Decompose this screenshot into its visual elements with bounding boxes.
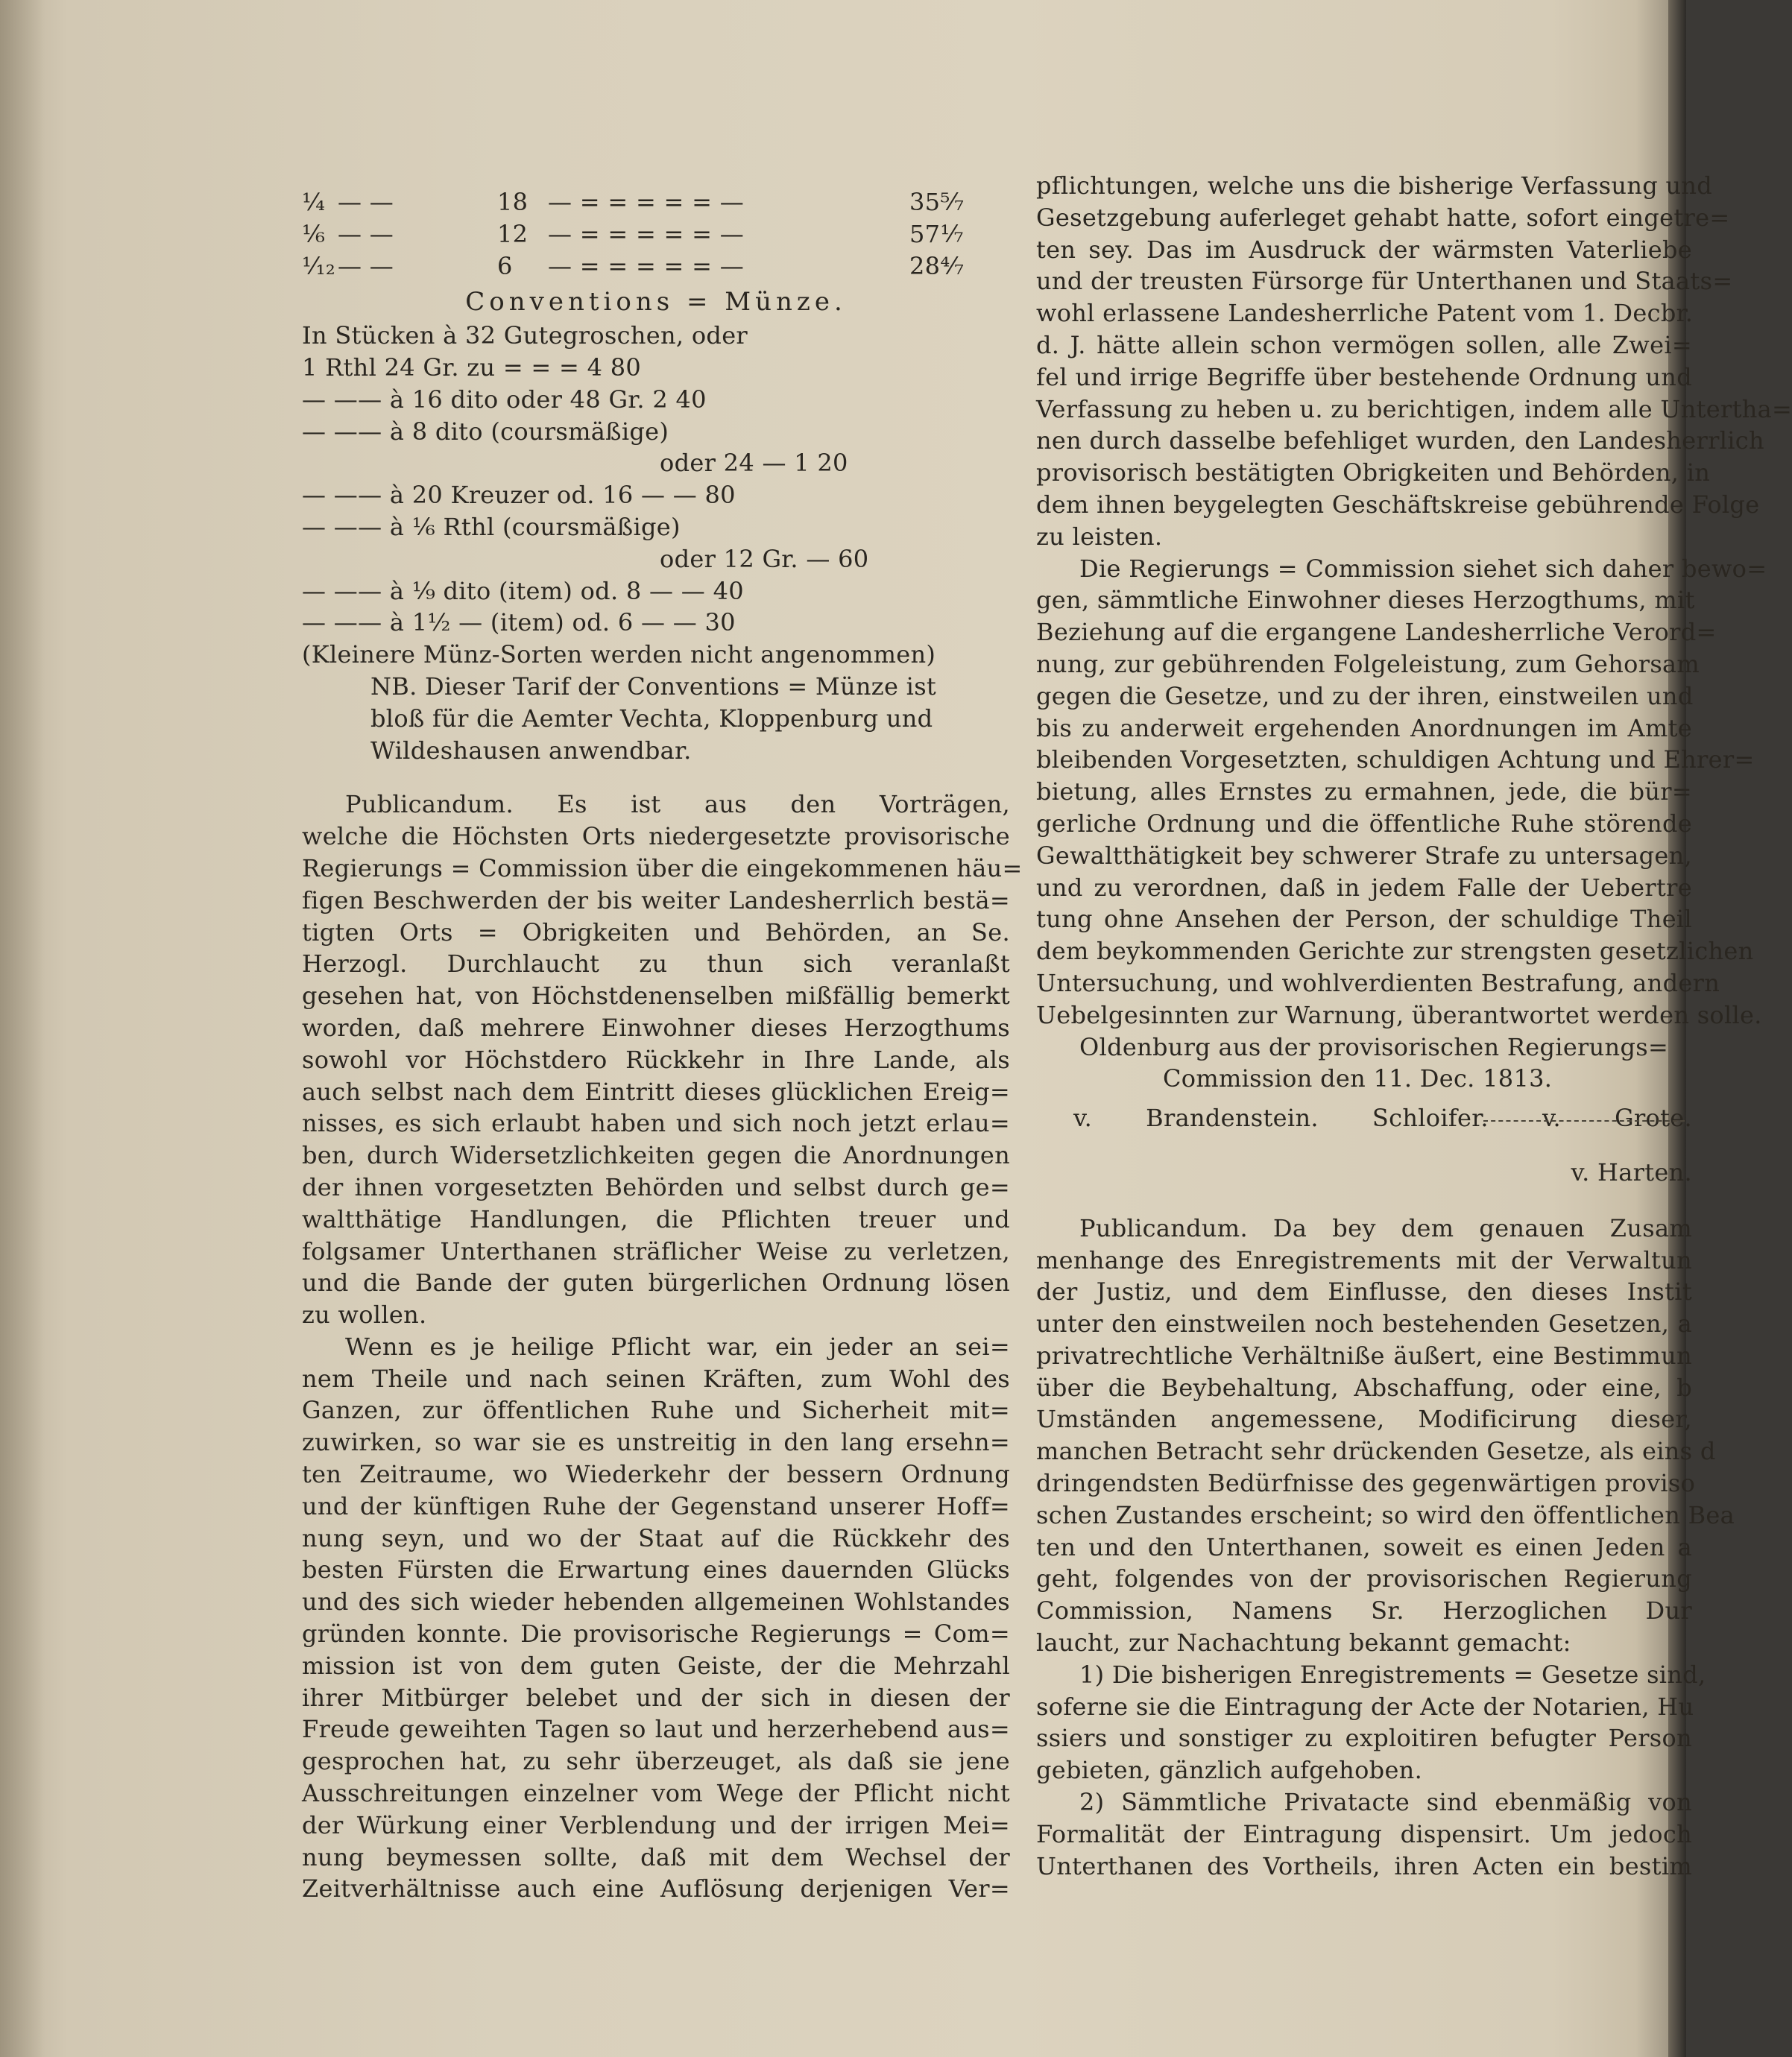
paragraph-line: Die Regierungs = Commission siehet sich daher bewo= (1079, 554, 1767, 583)
fraction-result: 28⁴⁄₇ (909, 251, 965, 280)
paragraph-line: nung, zur gebührenden Folgeleistung, zum Gehorsam (1036, 649, 1700, 678)
publicandum-line: ihrer Mitbürger belebet und der sich in diesen der (302, 1683, 1010, 1712)
paragraph-line: tung ohne Ansehen der Person, der schuldige Theil (1036, 905, 1692, 934)
publicandum-line: Ausschreitungen einzelner vom Wege der Pflicht nicht (302, 1779, 1010, 1808)
continuation-line: fel und irrige Begriffe über bestehende Ordnung und (1036, 362, 1692, 391)
publicandum-line: zuwirken, so war sie es unstreitig in den lang ersehn= (302, 1428, 1010, 1457)
item-line: 1) Die bisherigen Enregistrements = Gesetze sind, (1079, 1660, 1706, 1689)
publicandum-line: der Justiz, und dem Einflusse, den dieses Instit (1036, 1277, 1692, 1306)
tarif-line: oder 24 — 1 20 (660, 449, 848, 478)
publicandum-line: Umständen angemessene, Modificirung dieser, (1036, 1405, 1692, 1434)
publicandum-line: dringendsten Bedürfnisse des gegenwärtigen proviso (1036, 1469, 1696, 1498)
paragraph-line: bleibenden Vorgesetzten, schuldigen Achtung und Ehrer= (1036, 745, 1755, 774)
publicandum-line: und die Bande der guten bürgerlichen Ordnung lösen (302, 1268, 1010, 1298)
publicandum-line: gesprochen hat, zu sehr überzeuget, als daß sie jene (302, 1747, 1010, 1776)
continuation-line: Gesetzgebung auferleget gehabt hatte, sofort eingetre= (1036, 203, 1730, 232)
publicandum-line: Regierungs = Commission über die eingekommenen häu= (302, 853, 1023, 882)
publicandum-line: nung beymessen sollte, daß mit dem Wechsel der (302, 1842, 1010, 1871)
tarif-line: oder 12 Gr. — 60 (660, 544, 869, 573)
publicandum-line: und der künftigen Ruhe der Gegenstand unserer Hoff= (302, 1491, 1010, 1520)
publicandum-line: Wenn es je heilige Pflicht war, ein jeder an sei= (345, 1332, 1010, 1361)
item-line: Formalität der Eintragung dispensirt. Um jedoch (1036, 1819, 1692, 1848)
continuation-line: und der treusten Fürsorge für Unterthanen und Staats= (1036, 267, 1733, 296)
publicandum-line: manchen Betracht sehr drückenden Gesetze, als eins d (1036, 1437, 1716, 1466)
fraction-label: ⅙ (302, 219, 326, 248)
fraction-value: 12 (497, 219, 529, 248)
publicandum-line: gründen konnte. Die provisorische Regierungs = Com= (302, 1620, 1010, 1649)
paragraph-line: dem beykommenden Gerichte zur strengsten gesetzlichen (1036, 937, 1754, 966)
publicandum-line: und des sich wieder hebenden allgemeinen Wohlstandes (302, 1587, 1010, 1617)
publicandum-line: waltthätige Handlungen, die Pflichten treuer und (302, 1204, 1010, 1233)
continuation-line: zu leisten. (1036, 522, 1163, 551)
publicandum-line: Freude geweihten Tagen so laut und herzerhebend aus= (302, 1715, 1010, 1744)
tarif-line: — —— à 8 dito (coursmäßige) (302, 417, 669, 446)
publicandum-line: ten und den Unterthanen, soweit es einen Jeden a (1036, 1532, 1692, 1561)
publicandum-line: nung seyn, und wo der Staat auf die Rückkehr des (302, 1523, 1010, 1552)
publicandum-line: geht, folgendes von der provisorischen Regierung (1036, 1564, 1692, 1593)
publicandum-line: schen Zustandes erscheint; so wird den öffentlichen Bea (1036, 1500, 1735, 1529)
item-line: gebieten, gänzlich aufgehoben. (1036, 1756, 1423, 1785)
paragraph-line: gerliche Ordnung und die öffentliche Ruhe störende (1036, 809, 1692, 838)
conventions-title: Conventions = Münze. (465, 287, 847, 317)
paragraph-line: bietung, alles Ernstes zu ermahnen, jede, die bür= (1036, 777, 1692, 806)
signatures: v. Brandenstein. Schloifer. v. Grote. (1073, 1104, 1692, 1133)
tarif-line: — —— à ⅑ dito (item) od. 8 — — 40 (302, 576, 744, 605)
signature-harten: v. Harten. (1571, 1157, 1692, 1187)
page-gutter-shadow (0, 0, 45, 2057)
publicandum-line: Publicandum. Da bey dem genauen Zusam (1079, 1213, 1692, 1242)
fraction-result: 35⁵⁄₇ (909, 188, 965, 216)
item-line: ssiers und sonstiger zu exploitiren befugter Person (1036, 1724, 1692, 1753)
publicandum-line: nisses, es sich erlaubt haben und sich noch jetzt erlau= (302, 1109, 1010, 1138)
paragraph-line: gen, sämmtliche Einwohner dieses Herzogthums, mit (1036, 586, 1695, 615)
publicandum-line: welche die Höchsten Orts niedergesetzte provisorische (302, 822, 1010, 851)
continuation-line: wohl erlassene Landesherrliche Patent vom 1. Decbr. (1036, 299, 1694, 328)
continuation-line: provisorisch bestätigten Obrigkeiten und Behörden, in (1036, 458, 1711, 487)
fraction-value: 18 (497, 188, 529, 216)
dateline: Commission den 11. Dec. 1813. (1163, 1064, 1553, 1093)
publicandum-line: Herzogl. Durchlaucht zu thun sich veranlaßt (302, 949, 1010, 979)
publicandum-line: nem Theile und nach seinen Kräften, zum Wohl des (302, 1364, 1010, 1393)
publicandum-line: worden, daß mehrere Einwohner dieses Herzogthums (302, 1013, 1010, 1042)
tarif-line: — —— à 1½ — (item) od. 6 — — 30 (302, 608, 736, 637)
paragraph-line: gegen die Gesetze, und zu der ihren, einstweilen und (1036, 681, 1694, 710)
publicandum-line: Zeitverhältnisse auch eine Auflösung derjenigen Ver= (302, 1874, 1010, 1903)
publicandum-line: der ihnen vorgesetzten Behörden und selbst durch ge= (302, 1172, 1010, 1201)
publicandum-line: mission ist von dem guten Geiste, der die Mehrzahl (302, 1651, 1010, 1680)
paragraph-line: Beziehung auf die ergangene Landesherrliche Verord= (1036, 618, 1717, 647)
publicandum-line: der Würkung einer Verblendung und der irrigen Mei= (302, 1810, 1010, 1839)
paragraph-line: bis zu anderweit ergehenden Anordnungen im Amte (1036, 713, 1692, 742)
publicandum-line: besten Fürsten die Erwartung eines dauernden Glücks (302, 1555, 1010, 1584)
publicandum-line: folgsamer Unterthanen sträflicher Weise zu verletzen, (302, 1236, 1010, 1266)
publicandum-line: figen Beschwerden der bis weiter Landesherrlich bestä= (302, 885, 1010, 914)
publicandum-line: unter den einstweilen noch bestehenden Gesetzen, a (1036, 1309, 1692, 1339)
publicandum-line: Publicandum. Es ist aus den Vorträgen, (345, 790, 1010, 819)
right-column (1036, 170, 1792, 1882)
paragraph-line: und zu verordnen, daß in jedem Falle der Uebertre (1036, 873, 1692, 902)
continuation-line: ten sey. Das im Ausdruck der wärmsten Vaterliebe (1036, 235, 1692, 264)
tarif-line: — —— à ⅙ Rthl (coursmäßige) (302, 512, 681, 541)
continuation-line: dem ihnen beygelegten Geschäftskreise gebührende Folge (1036, 490, 1760, 519)
fraction-label: ¼ (302, 188, 326, 216)
separator-rule (1483, 1120, 1685, 1122)
publicandum-line: ben, durch Widersetzlichkeiten gegen die Anordnungen (302, 1141, 1010, 1170)
publicandum-line: ten Zeitraume, wo Wiederkehr der bessern Ordnung (302, 1460, 1010, 1489)
item-line: Unterthanen des Vortheils, ihren Acten ein bestim (1036, 1851, 1692, 1880)
publicandum-line: zu wollen. (302, 1301, 427, 1330)
publicandum-line: über die Beybehaltung, Abschaffung, oder eine, b (1036, 1373, 1692, 1402)
fraction-value: 6 (497, 251, 513, 280)
note-line: NB. Dieser Tarif der Conventions = Münze ist (370, 672, 937, 701)
note-line: bloß für die Aemter Vechta, Kloppenburg und (370, 704, 933, 733)
publicandum-line: auch selbst nach dem Eintritt dieses glücklichen Ereig= (302, 1077, 1010, 1106)
fraction-row: ⅙ — — 12 — = = = = = — 57⅐ (302, 218, 1010, 250)
item-line: 2) Sämmtliche Privatacte sind ebenmäßig von (1079, 1788, 1692, 1817)
tarif-line: — —— à 20 Kreuzer od. 16 — — 80 (302, 481, 736, 510)
fraction-row: ¹⁄₁₂ — — 6 — = = = = = — 28⁴⁄₇ (302, 250, 1010, 282)
item-line: soferne sie die Eintragung der Acte der Notarien, Hu (1036, 1692, 1694, 1721)
publicandum-line: gesehen hat, von Höchstdenenselben mißfällig bemerkt (302, 982, 1010, 1011)
dateline: Oldenburg aus der provisorischen Regierungs= (1079, 1032, 1669, 1061)
continuation-line: nen durch dasselbe befehliget wurden, den Landesherrlich (1036, 426, 1764, 455)
tarif-line: — —— à 16 dito oder 48 Gr. 2 40 (302, 385, 707, 414)
paragraph-line: Uebelgesinnten zur Warnung, überantwortet werden solle. (1036, 1000, 1762, 1029)
publicandum-line: tigten Orts = Obrigkeiten und Behörden, an Se. (302, 917, 1010, 947)
paragraph-line: Gewaltthätigkeit bey schwerer Strafe zu untersagen, (1036, 841, 1692, 870)
note-line: (Kleinere Münz-Sorten werden nicht angenommen) (302, 640, 936, 669)
fraction-label: ¹⁄₁₂ (302, 251, 336, 280)
publicandum-line: Ganzen, zur öffentlichen Ruhe und Sicherheit mit= (302, 1396, 1010, 1425)
note-line: Wildeshausen anwendbar. (370, 736, 692, 765)
fraction-result: 57⅐ (909, 219, 964, 248)
continuation-line: pflichtungen, welche uns die bisherige Verfassung und (1036, 171, 1713, 200)
publicandum-line: Commission, Namens Sr. Herzoglichen Dur (1036, 1596, 1692, 1625)
publicandum-line: laucht, zur Nachachtung bekannt gemacht: (1036, 1628, 1571, 1658)
continuation-line: d. J. hätte allein schon vermögen sollen, alle Zwei= (1036, 330, 1692, 359)
tarif-line: 1 Rthl 24 Gr. zu = = = 4 80 (302, 353, 642, 382)
continuation-line: Verfassung zu heben u. zu berichtigen, indem alle Untertha= (1036, 394, 1792, 423)
left-column (302, 186, 1023, 1905)
paragraph-line: Untersuchung, und wohlverdienten Bestrafung, andern (1036, 968, 1720, 997)
fraction-row: ¼ — — 18 — = = = = = — 35⁵⁄₇ (302, 186, 1010, 218)
publicandum-line: sowohl vor Höchstdero Rückkehr in Ihre Lande, als (302, 1045, 1010, 1074)
publicandum-line: privatrechtliche Verhältniße äußert, eine Bestimmun (1036, 1341, 1692, 1370)
publicandum-line: menhange des Enregistrements mit der Verwaltun (1036, 1245, 1692, 1274)
tarif-line: In Stücken à 32 Gutegroschen, oder (302, 321, 748, 350)
